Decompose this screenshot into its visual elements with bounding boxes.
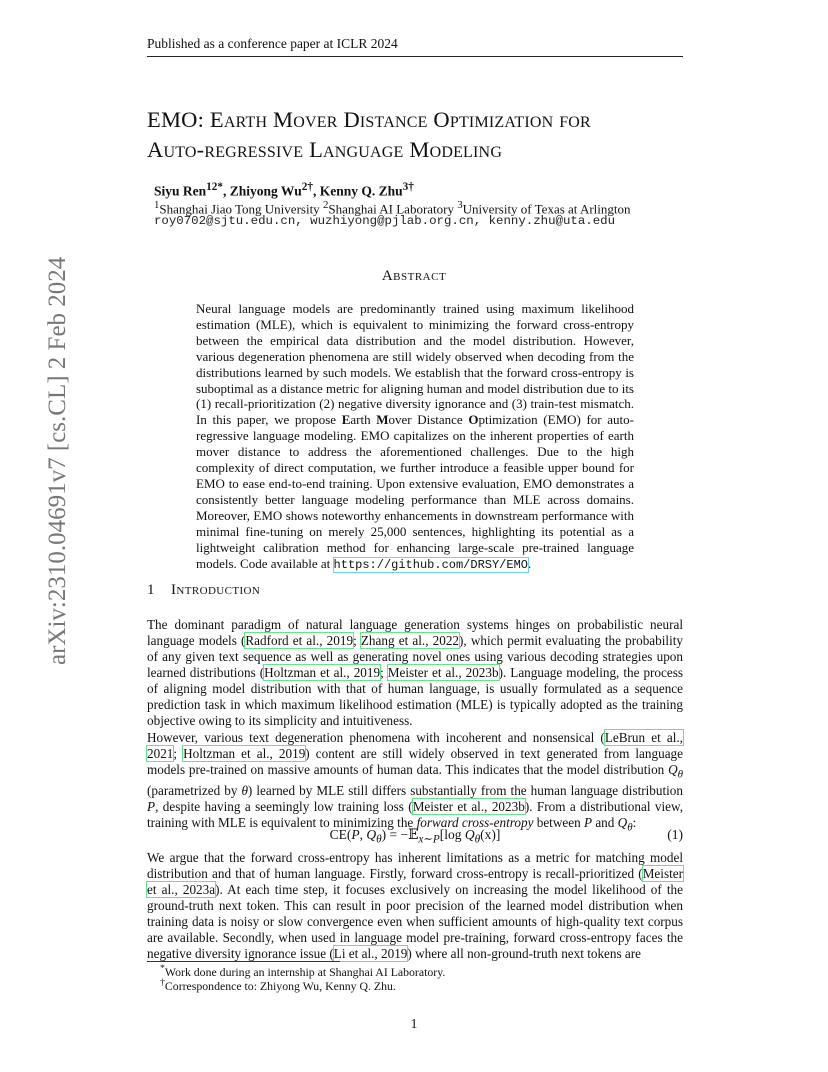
- footnote-2: †Correspondence to: Zhiyong Wu, Kenny Q. Zhu.: [160, 977, 396, 993]
- intro-paragraph-1: The dominant paradigm of natural language generation systems hinges on probabilistic neural language models (Radford et al., 2019; Zhang et al., 2022), which permit evaluating the probability of any given text sequence as well as generating novel ones using various decoding strategies upon learned distributions (Holtzman et al., 2019; Meister et al., 2023b). Language modeling, the process of aligning model distribution with that of human language, is usually formulated as a sequence prediction task in which maximum likelihood estimation (MLE) is typically adopted as the training objective owing to its simplicity and intuitiveness.: [147, 617, 683, 728]
- citation-link[interactable]: Holtzman et al., 2019: [264, 665, 381, 680]
- arxiv-identifier: arXiv:2310.04691v7 [cs.CL] 2 Feb 2024: [44, 256, 71, 665]
- citation-link[interactable]: Radford et al., 2019: [245, 633, 354, 648]
- title-line-2: Auto-regressive Language Modeling: [147, 137, 503, 162]
- footnote-1: *Work done during an internship at Shanghai AI Laboratory.: [160, 963, 446, 979]
- author-list: Siyu Ren$^{12*}$, Zhiyong $Wu^{2\dagger}$, Kenny Q. Zhu$^{3\dagger}$: [154, 181, 414, 199]
- equation-number: (1): [667, 827, 683, 842]
- citation-link[interactable]: Holtzman et al., 2019: [183, 746, 306, 761]
- citation-link[interactable]: Meister et al., 2023b: [387, 665, 499, 680]
- citation-link[interactable]: Meister et al., 2023a: [147, 866, 683, 897]
- citation-link[interactable]: Zhang et al., 2022: [360, 633, 460, 648]
- abstract-heading: Abstract: [381, 268, 447, 284]
- citation-link[interactable]: LeBrun et al., 2021: [147, 730, 683, 761]
- abstract-body: Neural language models are predominantly trained using maximum likelihood estimation (MLE), which is equivalent to minimizing the forward cross-entropy between the empirical data distribution and the model distribution. However, various degeneration phenomena are still widely observed when decoding from the distributions learned by such models. We establish that the forward cross-entropy is suboptimal as a distance metric for aligning human and model distribution due to its (1) recall-prioritization (2) negative diversity ignorance and (3) train-test mismatch. In this paper, we propose Earth Mover Distance Optimization (EMO) for auto-regressive language modeling. EMO capitalizes on the inherent properties of earth mover distance to address the aforementioned challenges. Due to the high complexity of direct computation, we further introduce a feasible upper bound for EMO to ease end-to-end training. Upon extensive evaluation, EMO demonstrates a consistently better language modeling performance than MLE across domains. Moreover, EMO shows noteworthy enhancements in downstream performance with minimal fine-tuning on merely 25,000 sentences, highlighting its potential as a lightweight calibration method for enhancing large-scale pre-trained language models. Code available at https://github.com/DRSY/EMO.: [196, 301, 634, 572]
- code-url-link[interactable]: https://github.com/DRSY/EMO: [333, 557, 528, 572]
- citation-link[interactable]: Meister et al., 2023b: [412, 798, 525, 814]
- equation-formula: CE(P, $Q_\theta$) = −𝔼$_{x\sim P}$[log $Q_\theta(x)$]: [329, 827, 501, 846]
- affiliations: $^1$Shanghai Jiao Tong University $^2$Shanghai AI Laboratory $^3$University of Texas at Arlington: [154, 199, 631, 217]
- paper-title: [147, 105, 697, 165]
- author-emails: roy0702@sjtu.edu.cn, wuzhiyong@pjlab.org.cn, kenny.zhu@uta.edu: [154, 214, 616, 228]
- running-header: Published as a conference paper at ICLR 2024: [147, 36, 683, 57]
- intro-paragraph-2: However, various text degeneration phenomena with incoherent and nonsensical (LeBrun et al., 2021; Holtzman et al., 2019) content are still widely observed in text generated from language models pre-trained on massive amounts of human data. This indicates that the model distribution $Q_\theta$ (parametrized by θ) learned by MLE still differs substantially from the human language distribution P, despite having a seemingly low training loss (Meister et al., 2023b). From a distributional view, training with MLE is equivalent to minimizing the forward cross-entropy between P and $Q_\theta$:: [147, 730, 683, 834]
- section-heading: 1 Introduction: [147, 582, 261, 598]
- intro-paragraph-3: We argue that the forward cross-entropy has inherent limitations as a metric for matching model distribution and that of human language. Firstly, forward cross-entropy is recall-prioritized (Meister et al., 2023a). At each time step, it focuses exclusively on increasing the model likelihood of the ground-truth next token. This can result in poor precision of the learned model distribution when training data is noisy or slow convergence even when sufficient amounts of high-quality text corpus are available. Secondly, when used in language model pre-training, forward cross-entropy faces the negative diversity ignorance issue (Li et al., 2019) where all non-ground-truth next tokens are: [147, 850, 683, 961]
- footnote-divider: [147, 961, 340, 962]
- citation-link[interactable]: Li et al., 2019: [333, 946, 408, 961]
- equation-1: [147, 827, 683, 846]
- page-number: 1: [410, 1016, 418, 1031]
- title-line-1: EMO: Earth Mover Distance Optimization for: [147, 107, 591, 132]
